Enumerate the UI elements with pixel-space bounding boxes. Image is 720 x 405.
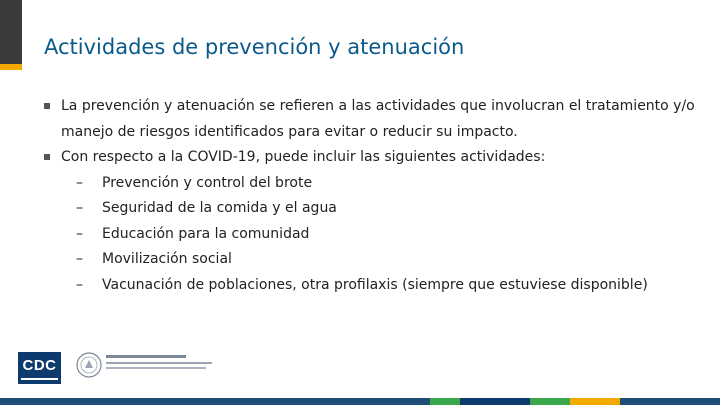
footer-segment xyxy=(460,398,530,405)
footer-segment xyxy=(570,398,620,405)
cdc-logo xyxy=(18,352,61,384)
sub-bullet-text: Prevención y control del brote xyxy=(102,174,313,191)
bullet-text: Con respecto a la COVID-19, puede incluir las siguientes actividades: xyxy=(61,149,546,165)
sub-bullet-text: Movilización social xyxy=(102,251,232,267)
slide-title: Actividades de prevención y atenuación xyxy=(44,35,465,59)
dash-bullet-icon: – xyxy=(76,276,83,293)
title-accent-tick xyxy=(0,64,22,70)
sub-bullet-item xyxy=(44,247,704,273)
bullet-item xyxy=(44,145,704,171)
square-bullet-icon xyxy=(44,103,50,109)
sub-bullet-item xyxy=(44,222,704,248)
dash-bullet-icon: – xyxy=(76,225,83,242)
footer-segment xyxy=(0,398,430,405)
bullet-text: La prevención y atenuación se refieren a las actividades que involucran el tratamiento y/o manejo de riesgos identificados para evitar o reducir su impacto. xyxy=(61,98,695,140)
cdc-logo-stripe xyxy=(21,378,58,380)
bullet-item xyxy=(44,94,704,145)
title-accent-bar xyxy=(0,0,22,70)
sub-bullet-item xyxy=(44,171,704,197)
square-bullet-icon xyxy=(44,154,50,160)
footer-segment xyxy=(430,398,460,405)
cdc-logo-text: CDC xyxy=(22,357,57,374)
dash-bullet-icon: – xyxy=(76,251,83,267)
university-logo-wordmark xyxy=(106,355,216,369)
slide-body xyxy=(44,94,704,298)
university-seal-icon xyxy=(76,352,102,378)
sub-bullet-item xyxy=(44,273,704,299)
sub-bullet-item xyxy=(44,196,704,222)
footer-color-bar xyxy=(0,398,720,405)
sub-bullet-text: Seguridad de la comida y el agua xyxy=(102,200,337,216)
footer-segment xyxy=(620,398,720,405)
dash-bullet-icon: – xyxy=(76,200,83,216)
footer-segment xyxy=(530,398,570,405)
sub-bullet-text: Educación para la comunidad xyxy=(102,225,310,242)
dash-bullet-icon: – xyxy=(76,174,83,191)
sub-bullet-text: Vacunación de poblaciones, otra profilaxis (siempre que estuviese disponible) xyxy=(102,276,648,293)
